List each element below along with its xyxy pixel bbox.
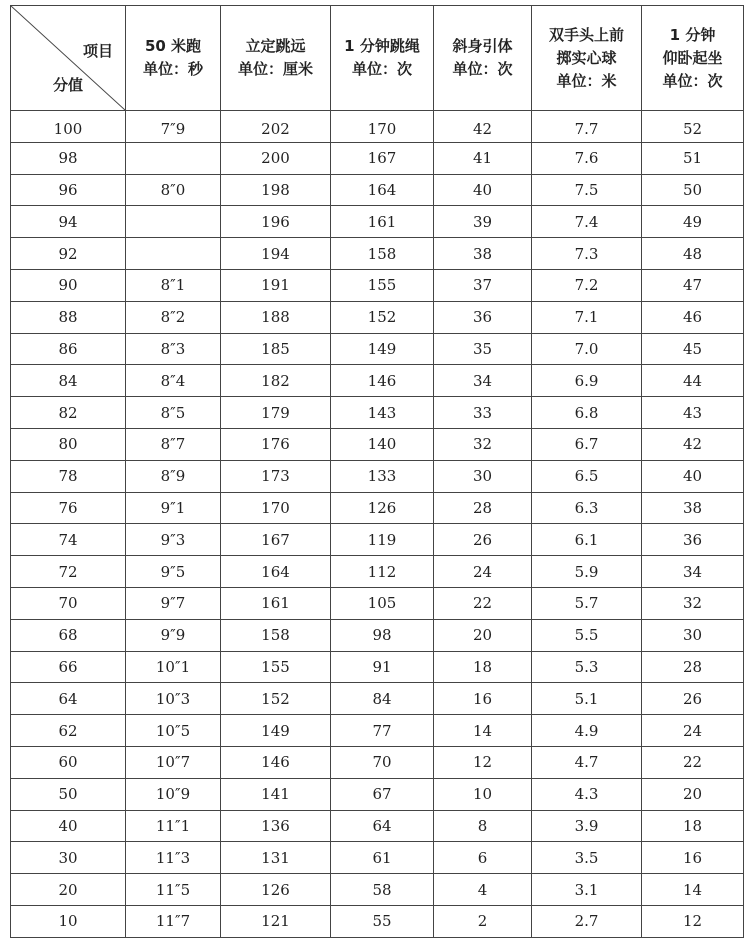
cell-50m-run: 9″7	[126, 587, 221, 619]
cell-rope-skipping: 143	[331, 397, 434, 429]
table-row	[11, 460, 744, 492]
cell-situps: 52	[642, 111, 744, 143]
cell-incline-pullup: 20	[434, 619, 532, 651]
cell-situps: 28	[642, 651, 744, 683]
cell-50m-run: 10″9	[126, 778, 221, 810]
cell-score-value: 98	[11, 142, 126, 174]
cell-rope-skipping: 158	[331, 238, 434, 270]
cell-medicine-ball-throw: 6.8	[532, 397, 642, 429]
column-header-50m-run	[126, 6, 221, 111]
cell-rope-skipping: 55	[331, 905, 434, 937]
cell-standing-jump: 141	[221, 778, 331, 810]
cell-50m-run: 11″5	[126, 874, 221, 906]
cell-incline-pullup: 4	[434, 874, 532, 906]
cell-rope-skipping: 67	[331, 778, 434, 810]
cell-situps: 44	[642, 365, 744, 397]
cell-situps: 32	[642, 587, 744, 619]
cell-medicine-ball-throw: 2.7	[532, 905, 642, 937]
table-row	[11, 269, 744, 301]
table-row	[11, 874, 744, 906]
cell-situps: 51	[642, 142, 744, 174]
header-line: 单位：秒	[142, 60, 203, 78]
column-header-medicine-ball-throw	[532, 6, 642, 111]
cell-standing-jump: 152	[221, 683, 331, 715]
score-table	[10, 5, 744, 938]
header-line: 斜身引体	[452, 37, 513, 55]
cell-50m-run: 9″5	[126, 556, 221, 588]
cell-incline-pullup: 30	[434, 460, 532, 492]
column-header-standing-jump	[221, 6, 331, 111]
cell-50m-run: 9″1	[126, 492, 221, 524]
cell-standing-jump: 121	[221, 905, 331, 937]
cell-50m-run: 7″9	[126, 111, 221, 143]
cell-incline-pullup: 10	[434, 778, 532, 810]
cell-standing-jump: 176	[221, 428, 331, 460]
cell-medicine-ball-throw: 3.5	[532, 842, 642, 874]
cell-situps: 30	[642, 619, 744, 651]
cell-score-value: 78	[11, 460, 126, 492]
cell-incline-pullup: 6	[434, 842, 532, 874]
score-table-container	[10, 5, 744, 938]
cell-50m-run: 8″1	[126, 269, 221, 301]
cell-medicine-ball-throw: 6.9	[532, 365, 642, 397]
cell-medicine-ball-throw: 3.9	[532, 810, 642, 842]
cell-score-value: 10	[11, 905, 126, 937]
corner-item-label: 项目	[82, 42, 113, 60]
table-row	[11, 619, 744, 651]
cell-score-value: 88	[11, 301, 126, 333]
cell-score-value: 40	[11, 810, 126, 842]
cell-rope-skipping: 152	[331, 301, 434, 333]
cell-50m-run	[126, 206, 221, 238]
cell-score-value: 74	[11, 524, 126, 556]
cell-score-value: 66	[11, 651, 126, 683]
column-header-incline-pullup	[434, 6, 532, 111]
cell-rope-skipping: 155	[331, 269, 434, 301]
cell-incline-pullup: 41	[434, 142, 532, 174]
cell-rope-skipping: 146	[331, 365, 434, 397]
cell-score-value: 68	[11, 619, 126, 651]
cell-50m-run: 8″2	[126, 301, 221, 333]
cell-standing-jump: 188	[221, 301, 331, 333]
cell-standing-jump: 161	[221, 587, 331, 619]
cell-rope-skipping: 77	[331, 715, 434, 747]
cell-score-value: 20	[11, 874, 126, 906]
cell-standing-jump: 200	[221, 142, 331, 174]
cell-rope-skipping: 149	[331, 333, 434, 365]
cell-situps: 38	[642, 492, 744, 524]
cell-rope-skipping: 84	[331, 683, 434, 715]
table-row	[11, 492, 744, 524]
cell-situps: 47	[642, 269, 744, 301]
cell-50m-run: 9″9	[126, 619, 221, 651]
table-row	[11, 683, 744, 715]
cell-incline-pullup: 39	[434, 206, 532, 238]
cell-standing-jump: 202	[221, 111, 331, 143]
cell-score-value: 94	[11, 206, 126, 238]
cell-incline-pullup: 16	[434, 683, 532, 715]
cell-medicine-ball-throw: 7.7	[532, 111, 642, 143]
cell-score-value: 72	[11, 556, 126, 588]
cell-rope-skipping: 161	[331, 206, 434, 238]
cell-rope-skipping: 140	[331, 428, 434, 460]
cell-medicine-ball-throw: 4.9	[532, 715, 642, 747]
score-table-body	[11, 111, 744, 938]
cell-situps: 49	[642, 206, 744, 238]
cell-score-value: 100	[11, 111, 126, 143]
cell-incline-pullup: 33	[434, 397, 532, 429]
cell-standing-jump: 196	[221, 206, 331, 238]
corner-score-label: 分值	[53, 76, 84, 94]
cell-medicine-ball-throw: 4.3	[532, 778, 642, 810]
header-line: 掷实心球	[556, 48, 617, 67]
cell-standing-jump: 182	[221, 365, 331, 397]
table-row	[11, 301, 744, 333]
cell-rope-skipping: 91	[331, 651, 434, 683]
cell-standing-jump: 136	[221, 810, 331, 842]
cell-score-value: 30	[11, 842, 126, 874]
cell-incline-pullup: 36	[434, 301, 532, 333]
cell-incline-pullup: 28	[434, 492, 532, 524]
cell-medicine-ball-throw: 6.7	[532, 428, 642, 460]
table-row	[11, 142, 744, 174]
cell-50m-run: 8″5	[126, 397, 221, 429]
table-row	[11, 778, 744, 810]
table-row	[11, 174, 744, 206]
header-line: 单位：次	[662, 71, 723, 90]
table-row	[11, 397, 744, 429]
cell-50m-run: 11″3	[126, 842, 221, 874]
cell-score-value: 84	[11, 365, 126, 397]
cell-standing-jump: 164	[221, 556, 331, 588]
cell-standing-jump: 198	[221, 174, 331, 206]
cell-incline-pullup: 32	[434, 428, 532, 460]
cell-standing-jump: 173	[221, 460, 331, 492]
cell-50m-run: 9″3	[126, 524, 221, 556]
table-row	[11, 365, 744, 397]
cell-incline-pullup: 18	[434, 651, 532, 683]
cell-medicine-ball-throw: 7.4	[532, 206, 642, 238]
cell-situps: 46	[642, 301, 744, 333]
cell-rope-skipping: 64	[331, 810, 434, 842]
cell-standing-jump: 194	[221, 238, 331, 270]
cell-incline-pullup: 8	[434, 810, 532, 842]
header-line: 单位：次	[351, 60, 412, 78]
cell-incline-pullup: 42	[434, 111, 532, 143]
cell-50m-run: 8″9	[126, 460, 221, 492]
cell-situps: 26	[642, 683, 744, 715]
header-line: 立定跳远	[245, 37, 306, 55]
cell-situps: 45	[642, 333, 744, 365]
cell-rope-skipping: 70	[331, 746, 434, 778]
cell-situps: 14	[642, 874, 744, 906]
cell-standing-jump: 155	[221, 651, 331, 683]
cell-incline-pullup: 35	[434, 333, 532, 365]
cell-score-value: 80	[11, 428, 126, 460]
cell-standing-jump: 158	[221, 619, 331, 651]
cell-rope-skipping: 119	[331, 524, 434, 556]
cell-standing-jump: 179	[221, 397, 331, 429]
cell-score-value: 82	[11, 397, 126, 429]
cell-medicine-ball-throw: 6.5	[532, 460, 642, 492]
cell-situps: 22	[642, 746, 744, 778]
cell-medicine-ball-throw: 5.1	[532, 683, 642, 715]
cell-incline-pullup: 12	[434, 746, 532, 778]
table-row	[11, 206, 744, 238]
cell-medicine-ball-throw: 5.9	[532, 556, 642, 588]
cell-score-value: 62	[11, 715, 126, 747]
table-row	[11, 905, 744, 937]
cell-score-value: 50	[11, 778, 126, 810]
cell-situps: 36	[642, 524, 744, 556]
cell-50m-run	[126, 238, 221, 270]
cell-50m-run: 10″7	[126, 746, 221, 778]
cell-situps: 18	[642, 810, 744, 842]
cell-50m-run: 11″1	[126, 810, 221, 842]
cell-incline-pullup: 26	[434, 524, 532, 556]
header-line: 仰卧起坐	[662, 48, 723, 67]
cell-situps: 20	[642, 778, 744, 810]
header-line: 双手头上前	[548, 25, 624, 44]
cell-situps: 34	[642, 556, 744, 588]
table-row	[11, 715, 744, 747]
cell-score-value: 96	[11, 174, 126, 206]
cell-standing-jump: 170	[221, 492, 331, 524]
cell-medicine-ball-throw: 7.1	[532, 301, 642, 333]
cell-rope-skipping: 98	[331, 619, 434, 651]
cell-score-value: 70	[11, 587, 126, 619]
cell-50m-run: 8″0	[126, 174, 221, 206]
cell-50m-run: 8″3	[126, 333, 221, 365]
table-row	[11, 524, 744, 556]
cell-standing-jump: 126	[221, 874, 331, 906]
table-row	[11, 428, 744, 460]
cell-50m-run: 8″7	[126, 428, 221, 460]
cell-medicine-ball-throw: 7.5	[532, 174, 642, 206]
cell-incline-pullup: 14	[434, 715, 532, 747]
table-row	[11, 238, 744, 270]
cell-score-value: 90	[11, 269, 126, 301]
cell-score-value: 92	[11, 238, 126, 270]
cell-score-value: 86	[11, 333, 126, 365]
table-row	[11, 587, 744, 619]
cell-incline-pullup: 2	[434, 905, 532, 937]
cell-situps: 12	[642, 905, 744, 937]
cell-situps: 50	[642, 174, 744, 206]
cell-medicine-ball-throw: 4.7	[532, 746, 642, 778]
cell-incline-pullup: 34	[434, 365, 532, 397]
header-line: 50 米跑	[144, 37, 202, 55]
cell-medicine-ball-throw: 3.1	[532, 874, 642, 906]
cell-situps: 43	[642, 397, 744, 429]
cell-score-value: 60	[11, 746, 126, 778]
cell-incline-pullup: 24	[434, 556, 532, 588]
cell-situps: 42	[642, 428, 744, 460]
cell-medicine-ball-throw: 6.3	[532, 492, 642, 524]
cell-incline-pullup: 40	[434, 174, 532, 206]
cell-50m-run: 11″7	[126, 905, 221, 937]
cell-rope-skipping: 112	[331, 556, 434, 588]
cell-standing-jump: 131	[221, 842, 331, 874]
cell-standing-jump: 191	[221, 269, 331, 301]
cell-medicine-ball-throw: 7.0	[532, 333, 642, 365]
cell-rope-skipping: 170	[331, 111, 434, 143]
cell-score-value: 64	[11, 683, 126, 715]
cell-medicine-ball-throw: 7.3	[532, 238, 642, 270]
cell-50m-run: 10″1	[126, 651, 221, 683]
table-row	[11, 556, 744, 588]
cell-situps: 40	[642, 460, 744, 492]
cell-situps: 48	[642, 238, 744, 270]
cell-standing-jump: 167	[221, 524, 331, 556]
cell-rope-skipping: 167	[331, 142, 434, 174]
cell-standing-jump: 146	[221, 746, 331, 778]
header-line: 单位：米	[556, 71, 617, 90]
cell-medicine-ball-throw: 7.2	[532, 269, 642, 301]
cell-rope-skipping: 61	[331, 842, 434, 874]
cell-score-value: 76	[11, 492, 126, 524]
table-row	[11, 333, 744, 365]
cell-50m-run	[126, 142, 221, 174]
cell-50m-run: 10″3	[126, 683, 221, 715]
cell-50m-run: 8″4	[126, 365, 221, 397]
header-line: 1 分钟	[669, 25, 716, 44]
cell-medicine-ball-throw: 5.3	[532, 651, 642, 683]
cell-medicine-ball-throw: 5.5	[532, 619, 642, 651]
column-header-situps	[642, 6, 744, 111]
header-line: 1 分钟跳绳	[344, 37, 420, 55]
cell-medicine-ball-throw: 7.6	[532, 142, 642, 174]
cell-rope-skipping: 126	[331, 492, 434, 524]
table-row	[11, 810, 744, 842]
cell-incline-pullup: 37	[434, 269, 532, 301]
table-row	[11, 746, 744, 778]
table-row	[11, 111, 744, 143]
header-line: 单位：厘米	[237, 60, 313, 78]
cell-situps: 16	[642, 842, 744, 874]
header-row	[11, 6, 744, 111]
table-row	[11, 651, 744, 683]
cell-incline-pullup: 22	[434, 587, 532, 619]
cell-medicine-ball-throw: 5.7	[532, 587, 642, 619]
column-header-rope-skipping	[331, 6, 434, 111]
cell-rope-skipping: 105	[331, 587, 434, 619]
cell-incline-pullup: 38	[434, 238, 532, 270]
corner-header	[11, 6, 126, 111]
table-row	[11, 842, 744, 874]
cell-rope-skipping: 58	[331, 874, 434, 906]
cell-standing-jump: 185	[221, 333, 331, 365]
cell-rope-skipping: 164	[331, 174, 434, 206]
header-line: 单位：次	[452, 60, 513, 78]
cell-situps: 24	[642, 715, 744, 747]
cell-50m-run: 10″5	[126, 715, 221, 747]
cell-standing-jump: 149	[221, 715, 331, 747]
cell-rope-skipping: 133	[331, 460, 434, 492]
cell-medicine-ball-throw: 6.1	[532, 524, 642, 556]
